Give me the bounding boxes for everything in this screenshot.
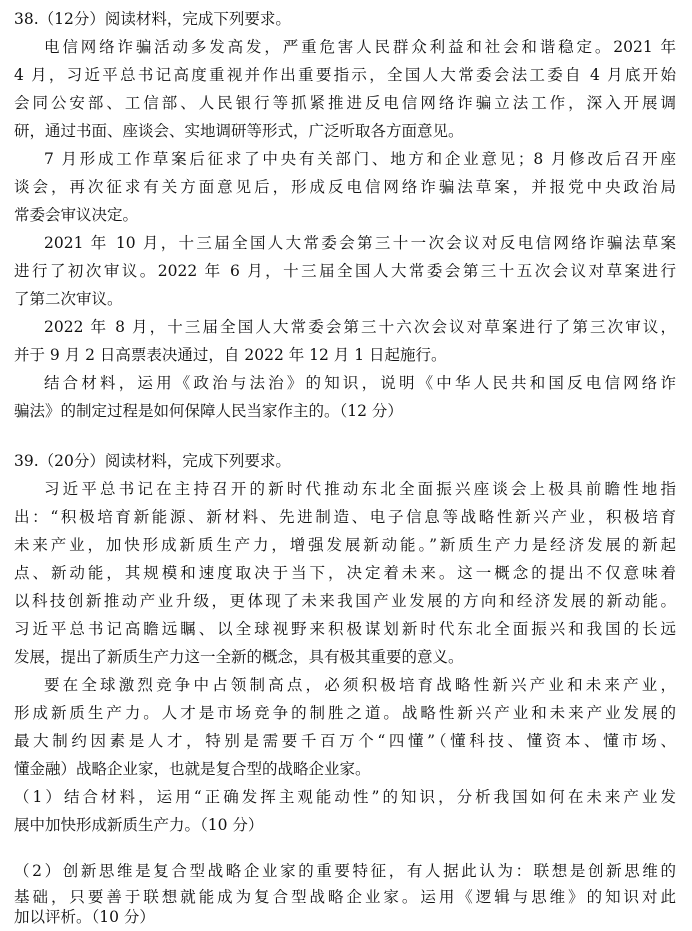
- q38-task-line1: 结合材料，运用《政治与法治》的知识，说明《中华人民共和国反电信网络诈: [44, 374, 676, 392]
- q39-para1-line5: 以科技创新推动产业升级，更体现了未来我国产业发展的方向和经济发展的新动能。: [14, 592, 676, 610]
- q39-para2-line4: 懂金融）战略企业家，也就是复合型的战略企业家。: [14, 760, 371, 778]
- q39-para2-line1: 要在全球激烈竞争中占领制高点，必须积极培育战略性新兴产业和未来产业，: [44, 676, 676, 694]
- q39-task2-line1: （2）创新思维是复合型战略企业家的重要特征，有人据此认为：联想是创新思维的: [14, 862, 676, 880]
- q39-task1-line2: 展中加快形成新质生产力。（10 分）: [14, 816, 264, 834]
- q39-para1-line6: 习近平总书记高瞻远瞩、以全球视野来积极谋划新时代东北全面振兴和我国的长远: [14, 620, 676, 638]
- q38-header: 38.（12分）阅读材料，完成下列要求。: [14, 10, 291, 28]
- q39-para2-line2: 形成新质生产力。人才是市场竞争的制胜之道。战略性新兴产业和未来产业发展的: [14, 704, 676, 722]
- q38-para2-line2: 谈会，再次征求有关方面意见后，形成反电信网络诈骗法草案，并报党中央政治局: [14, 178, 676, 196]
- q38-para2-line1: 7 月形成工作草案后征求了中央有关部门、地方和企业意见；8 月修改后召开座: [44, 150, 676, 168]
- q39-para1-line4: 点、新动能，其规模和速度取决于当下，决定着未来。这一概念的提出不仅意味着: [14, 564, 676, 582]
- q38-para4-line1: 2022 年 8 月，十三届全国人大常委会第三十六次会议对草案进行了第三次审议，: [44, 318, 676, 336]
- q39-para1-line1: 习近平总书记在主持召开的新时代推动东北全面振兴座谈会上极具前瞻性地指: [44, 480, 676, 498]
- q38-para1-line1: 电信网络诈骗活动多发高发，严重危害人民群众利益和社会和谐稳定。2021 年: [44, 38, 676, 56]
- q39-header: 39.（20分）阅读材料，完成下列要求。: [14, 452, 291, 470]
- q39-task1-line1: （1）结合材料，运用“正确发挥主观能动性”的知识，分析我国如何在未来产业发: [14, 788, 676, 806]
- q38-para3-line1: 2021 年 10 月，十三届全国人大常委会第三十一次会议对反电信网络诈骗法草案: [44, 234, 676, 252]
- q38-para1-line3: 会同公安部、工信部、人民银行等抓紧推进反电信网络诈骗立法工作，深入开展调: [14, 94, 676, 112]
- q38-para1-line4: 研，通过书面、座谈会、实地调研等形式，广泛听取各方面意见。: [14, 122, 464, 140]
- q39-task2-line2: 基础，只要善于联想就能成为复合型战略企业家。运用《逻辑与思维》的知识对此: [14, 888, 676, 906]
- q39-para1-line7: 发展，提出了新质生产力这一全新的概念，具有极其重要的意义。: [14, 648, 464, 666]
- q39-para1-line2: 出：“积极培育新能源、新材料、先进制造、电子信息等战略性新兴产业，积极培育: [14, 508, 676, 526]
- q38-para3-line3: 了第二次审议。: [14, 290, 123, 308]
- q39-para1-line3: 未来产业，加快形成新质生产力，增强发展新动能。”新质生产力是经济发展的新起: [14, 536, 676, 554]
- q38-para4-line2: 并于 9 月 2 日高票表决通过，自 2022 年 12 月 1 日起施行。: [14, 346, 447, 364]
- q38-task-line2: 骗法》的制定过程是如何保障人民当家作主的。（12 分）: [14, 402, 403, 420]
- q38-para1-line2: 4 月，习近平总书记高度重视并作出重要指示，全国人大常委会法工委自 4 月底开始: [14, 66, 676, 84]
- q38-para2-line3: 常委会审议决定。: [14, 206, 139, 224]
- q39-para2-line3: 最大制约因素是人才，特别是需要千百万个“四懂”（懂科技、懂资本、懂市场、: [14, 732, 676, 750]
- q38-para3-line2: 进行了初次审议。2022 年 6 月，十三届全国人大常委会第三十五次会议对草案进行: [14, 262, 676, 280]
- q39-task2-line3: 加以评析。（10 分）: [14, 908, 155, 926]
